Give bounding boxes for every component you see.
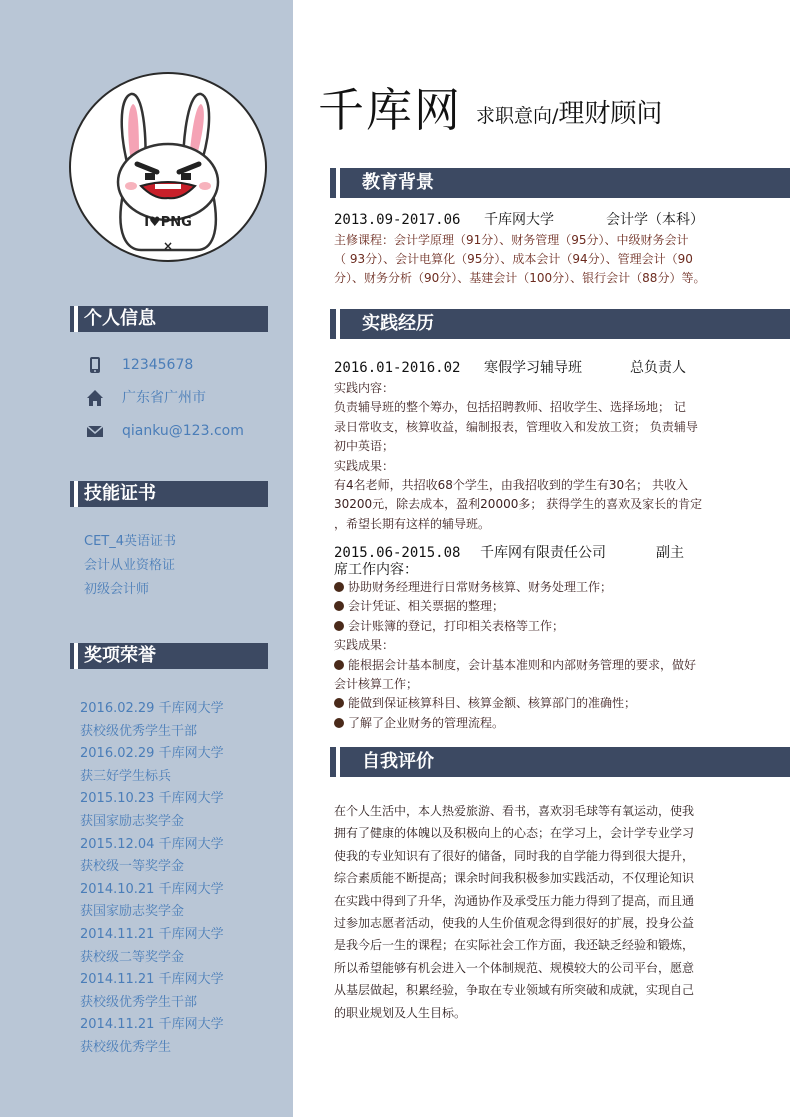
svg-text:I♥PNG: I♥PNG [144,215,192,230]
bullet-dot [334,582,344,592]
eval-line: 过参加志愿者活动，使我的人生价值观念得到很好的扩展，投身公益 [334,916,695,931]
eval-line: 综合素质能不断提高；课余时间我积极参加实践活动，不仅理论知识 [334,871,695,886]
exp2-item: 了解了企业财务的管理流程。 [334,714,744,733]
exp2-period: 2015.06-2015.08 [334,545,461,561]
svg-text:×: × [162,239,174,253]
eval-line: 的职业规划及人生目标。 [334,1005,467,1020]
exp2-item: 会计凭证、相关票据的整理； [334,597,744,616]
intent-prefix: 求职意向/ [476,105,559,127]
exp2-org: 千库网有限责任公司 [480,545,606,561]
email: qianku@123.com [122,423,244,439]
exp1-line: ，希望长期有这样的辅导班。 [334,516,491,531]
exp1-line: 负责辅导班的整个筹办，包括招聘教师、招收学生、选择场地； 记 [334,400,686,415]
section-title: 教育背景 [362,172,434,193]
eval-line: 从基层做起，积累经验，争取在专业领域有所突破和成就，实现自己 [334,983,695,998]
exp1-role: 总负责人 [630,360,686,376]
exp2-role-b: 席工作内容： [334,562,418,578]
course-line: （ 93分）、会计电算化（95分）、成本会计（94分）、管理会计（90 [334,252,693,266]
awards-header [70,643,268,669]
exp1-line: 有4名老师，共招收68个学生，由我招收到的学生有30名； 共收入 [334,478,688,493]
eval-line: 在实践中得到了升华，沟通协作及承受压力能力得到了提高，而且通 [334,893,695,908]
award-line: 获校级一等奖学金 [80,859,185,875]
exp2-details [334,578,744,733]
section-title: 奖项荣誉 [84,645,156,666]
bullet-dot [334,660,344,670]
bullet-dot [334,718,344,728]
section-title: 自我评价 [362,751,434,772]
edu-school: 千库网大学 [484,212,554,228]
address: 广东省广州市 [122,390,206,406]
bullet-dot [334,698,344,708]
award-line: 2014.11.21 千库网大学 [80,1017,224,1033]
skill-item: 会计从业资格证 [84,558,176,573]
education-row [334,210,704,230]
intent-job: 理财顾问 [558,99,663,129]
job-intent [476,96,662,134]
award-line: 获国家励志奖学金 [80,904,185,920]
exp1-period: 2016.01-2016.02 [334,360,461,376]
award-line: 获校级优秀学生干部 [80,994,198,1010]
skills-list [84,530,176,602]
eval-line: 所以希望能够有机会进入一个体制规范、规模较大的公司平台，愿意 [334,960,695,975]
award-line: 获校级优秀学生干部 [80,723,198,739]
mail-icon [86,422,104,440]
exp2-item: 会计账簿的登记，打印相关表格等工作； [334,617,744,636]
award-line: 2014.11.21 千库网大学 [80,926,224,942]
awards-list [80,698,224,1060]
course-line: 主修课程：会计学原理（91分）、财务管理（95分）、中级财务会计 [334,233,689,247]
section-title: 实践经历 [362,313,434,334]
eval-line: 拥有了健康的体魄以及积极向上的心态；在学习上，会计学专业学习 [334,826,695,841]
exp2-result-label: 实践成果： [334,638,395,653]
exp2-item: 能做到保证核算科目、核算金额、核算部门的准确性； [334,694,744,713]
exp2-role-a: 副主 [656,545,684,561]
exp1-line: 实践内容： [334,381,395,395]
self-eval-header [330,747,790,777]
award-line: 2014.11.21 千库网大学 [80,972,224,988]
section-title: 技能证书 [84,483,156,504]
exp1-line: 初中英语； [334,439,395,454]
skill-item: 初级会计师 [84,582,150,597]
exp1-details [334,379,744,534]
home-icon [86,389,104,407]
skills-header [70,481,268,507]
award-line: 2015.10.23 千库网大学 [80,791,224,807]
exp2-item-cont: 会计核算工作； [334,677,419,692]
education-header [330,168,790,198]
award-line: 2015.12.04 千库网大学 [80,836,224,852]
award-line: 2016.02.29 千库网大学 [80,746,224,762]
skill-item: CET_4英语证书 [84,534,177,549]
bullet-dot [334,601,344,611]
award-line: 2014.10.21 千库网大学 [80,881,224,897]
phone-number: 12345678 [122,357,194,373]
exp1-line: 30200元，除去成本，盈利20000多； 获得学生的喜欢及家长的肯定 [334,497,703,512]
practice-header [330,309,790,339]
exp1-line: 录日常收支，核算收益，编制报表，管理收入和发放工资； 负责辅导 [334,419,698,434]
section-title: 个人信息 [84,308,156,329]
award-line: 获校级二等奖学金 [80,949,185,965]
award-line: 获国家励志奖学金 [80,813,185,829]
eval-line: 在个人生活中，本人热爱旅游、看书，喜欢羽毛球等有氧运动，使我 [334,804,695,818]
eval-line: 是我今后一生的课程；在实际社会工作方面，我还缺乏经验和锻炼， [334,938,695,953]
award-line: 2016.02.29 千库网大学 [80,701,224,716]
avatar [69,72,267,262]
exp1-row [334,358,686,378]
eval-line: 使我的专业知识有了很好的储备，同时我的自学能力得到很大提升， [334,848,695,863]
exp1-line: 实践成果： [334,458,395,473]
award-line: 获校级优秀学生 [80,1039,172,1055]
edu-period: 2013.09-2017.06 [334,212,461,228]
candidate-name: 千库网 [318,83,462,137]
rabbit-avatar [71,74,265,260]
self-eval-text [334,800,742,1024]
phone-icon [86,356,104,374]
edu-major: 会计学（本科） [606,212,704,228]
course-line: 分）、财务分析（90分）、基建会计（100分）、银行会计（88分）等。 [334,271,706,285]
exp2-item: 能根据会计基本制度，会计基本准则和内部财务管理的要求，做好 [334,656,744,675]
exp1-org: 寒假学习辅导班 [484,360,582,376]
edu-courses [334,231,744,288]
exp2-item: 协助财务经理进行日常财务核算、财务处理工作； [334,578,744,597]
bullet-dot [334,621,344,631]
award-line: 获三好学生标兵 [80,768,172,784]
personal-info-header [70,306,268,332]
